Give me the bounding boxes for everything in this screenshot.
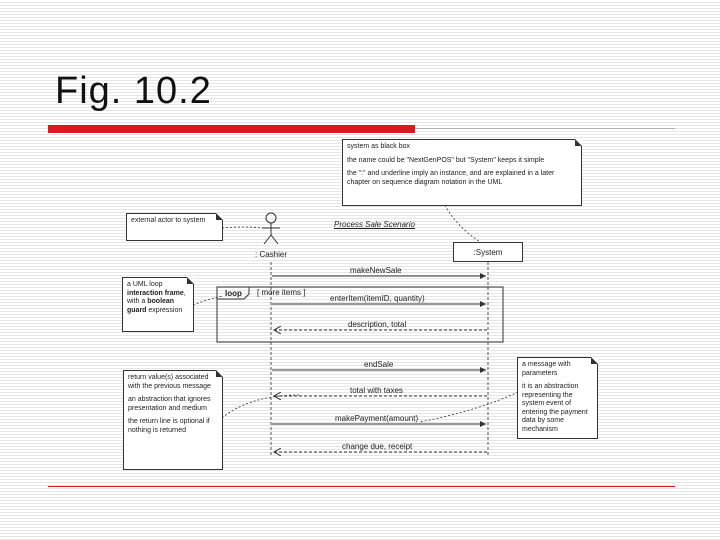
note-text: it is an abstraction representing the system event of entering the payment data by some mechanism [522, 383, 588, 433]
note-message-params [517, 357, 598, 439]
loop-label: loop [225, 289, 242, 298]
message-enterItem: enterItem(itemID, quantity) [330, 294, 425, 303]
note-text: the ":" and underline imply an instance, and are explained in a later chapter on sequence diagram notation in the UML [347, 170, 555, 186]
note-system-black-box [342, 139, 582, 206]
note-loop-frame [122, 277, 194, 332]
message-description-total: description, total [348, 320, 407, 329]
note-text: return value(s) associated with the previous message [128, 374, 211, 390]
message-change-due: change due, receipt [342, 442, 413, 451]
note-text-part: expression [148, 306, 183, 314]
message-total-with-taxes: total with taxes [350, 386, 403, 395]
cashier-actor-figure [262, 213, 280, 244]
system-lifeline-box [453, 242, 523, 262]
cashier-label: : Cashier [255, 250, 288, 259]
note-text: external actor to system [131, 217, 206, 224]
diagram-title: Process Sale Scenario [334, 220, 415, 229]
message-makePayment: makePayment(amount) [335, 414, 419, 423]
system-label: :System [473, 248, 503, 257]
note-text-part: , with a [127, 289, 186, 305]
note-text: the name could be "NextGenPOS" but "System" keeps it simple [347, 156, 545, 164]
note-text: the return line is optional if nothing is returned [128, 418, 210, 434]
message-endSale: endSale [364, 360, 394, 369]
note-external-actor [126, 213, 223, 241]
note-text: an abstraction that ignores presentation and medium [128, 396, 211, 412]
note-text-part: a UML loop [127, 281, 163, 288]
note-text: a message with parameters [522, 361, 571, 377]
note-text: system as black box [347, 143, 411, 150]
message-makeNewSale: makeNewSale [350, 266, 402, 275]
note-text-bold: interaction frame [127, 289, 184, 297]
footer-rule [48, 486, 675, 487]
note-return-values [123, 370, 223, 470]
note-text [127, 281, 189, 315]
note-text-bold: boolean guard [127, 298, 175, 314]
loop-guard: [ more items ] [257, 288, 306, 297]
slide-title: Fig. 10.2 [55, 70, 212, 112]
